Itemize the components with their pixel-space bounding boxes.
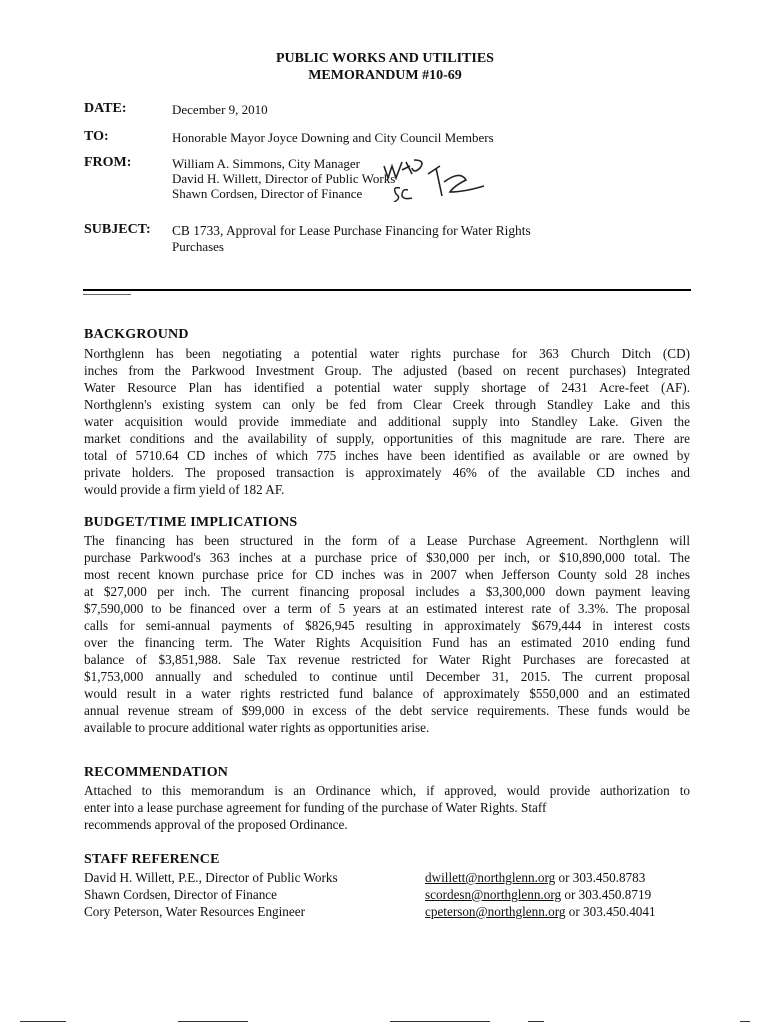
footer-mark [178,1021,248,1022]
background-line: total of 5710.64 CD inches of which 775 inches have been identified as available or are owned by [84,448,690,463]
staff-phone: or 303.450.8719 [561,887,652,902]
footer-mark [740,1021,750,1022]
from-line-2: David H. Willett, Director of Public Works [172,171,396,186]
budget-heading: BUDGET/TIME IMPLICATIONS [84,515,298,530]
budget-line: $7,590,000 to be financed over a term of 5 years at an estimated interest rate of 3.3%. The proposal [84,601,690,616]
date-value: December 9, 2010 [172,102,268,117]
background-line: water acquisition would provide immediate and additional supply into Standley Lake. Given the [84,414,690,429]
budget-line: most recent known purchase price for CD inches was in 2007 when Jefferson County sold 28 inches [84,567,690,582]
from-label: FROM: [84,155,132,170]
staff-phone: or 303.450.8783 [555,870,646,885]
budget-line: calls for semi-annual payments of $826,945 resulting in approximately $679,444 in interest costs [84,618,690,633]
budget-line: balance of $3,851,988. Sale Tax revenue restricted for Water Right Purchases are forecasted at [84,652,690,667]
budget-line: over the financing term. The Water Rights Acquisition Fund has an estimated 2010 ending fund [84,635,690,650]
staff-contact [425,887,651,903]
staff-email-link[interactable]: dwillett@northglenn.org [425,870,556,885]
background-line: Water Resource Plan has identified a potential water supply shortage of 2431 Acre-feet (AF). [84,380,690,395]
background-line: market conditions and the availability of supply, opportunities of this magnitude are rare. There are [84,431,690,446]
background-line: inches from the Parkwood Investment Group. The adjusted (based on recent purchases) Integrated [84,363,690,378]
from-line-3: Shawn Cordsen, Director of Finance [172,186,363,201]
staff-contact [425,904,656,920]
to-label: TO: [84,129,109,144]
budget-line: at $27,000 per inch. The current financing proposal includes a $3,300,000 down payment leaving [84,584,690,599]
background-line: Northglenn's existing system can only be fed from Clear Creek through Standley Lake and this [84,397,690,412]
header-divider [83,289,691,291]
staff-name: Shawn Cordsen, Director of Finance [84,887,278,902]
budget-line: annual revenue stream of $99,000 in excess of the debt service requirements. These funds would be [84,703,690,718]
staff-email-link[interactable]: cpeterson@northglenn.org [425,904,566,919]
footer-mark [528,1021,544,1022]
budget-paragraph [84,532,690,736]
background-line: private holders. The proposed transaction is approximately 46% of the available CD inches and [84,465,690,480]
recommendation-line: enter into a lease purchase agreement for funding of the purchase of Water Rights. Staff [84,800,547,815]
recommendation-heading: RECOMMENDATION [84,765,229,780]
staff-name: David H. Willett, P.E., Director of Public Works [84,870,338,885]
recommendation-line: recommends approval of the proposed Ordinance. [84,817,348,832]
memo-number-title: MEMORANDUM #10-69 [308,68,462,83]
footer-mark [20,1021,66,1022]
to-value: Honorable Mayor Joyce Downing and City Council Members [172,130,494,145]
staff-contact [425,870,645,886]
budget-line: $1,753,000 annually and scheduled to continue until December 31, 2015. The current proposal [84,669,690,684]
staff-reference-heading: STAFF REFERENCE [84,852,220,867]
date-label: DATE: [84,101,127,116]
signature-initials-icon [380,152,490,202]
budget-line: would result in a water rights restricted fund balance of approximately $550,000 and an estimated [84,686,690,701]
background-heading: BACKGROUND [84,327,189,342]
subject-line-2: Purchases [172,239,224,254]
staff-phone: or 303.450.4041 [565,904,656,919]
background-line: would provide a firm yield of 182 AF. [84,482,285,497]
staff-email-link[interactable]: scordesn@northglenn.org [425,887,562,902]
subject-label: SUBJECT: [84,222,151,237]
from-line-1: William A. Simmons, City Manager [172,156,360,171]
background-line: Northglenn has been negotiating a potential water rights purchase for 363 Church Ditch (CD) [84,346,690,361]
recommendation-line: Attached to this memorandum is an Ordinance which, if approved, would provide authorization to [84,783,690,798]
memo-department-title: PUBLIC WORKS AND UTILITIES [276,51,494,66]
recommendation-paragraph [84,782,690,833]
subject-line-1: CB 1733, Approval for Lease Purchase Financing for Water Rights [172,223,531,238]
budget-line: purchase Parkwood's 363 inches at a purchase price of $30,000 per inch, or $10,890,000 total. The [84,550,690,565]
budget-line: The financing has been structured in the form of a Lease Purchase Agreement. Northglenn will [84,533,690,548]
budget-line: available to procure additional water rights as opportunities arise. [84,720,430,735]
background-paragraph [84,345,690,498]
staff-name: Cory Peterson, Water Resources Engineer [84,904,305,919]
header-divider-underline [83,294,131,295]
footer-mark [390,1021,490,1022]
